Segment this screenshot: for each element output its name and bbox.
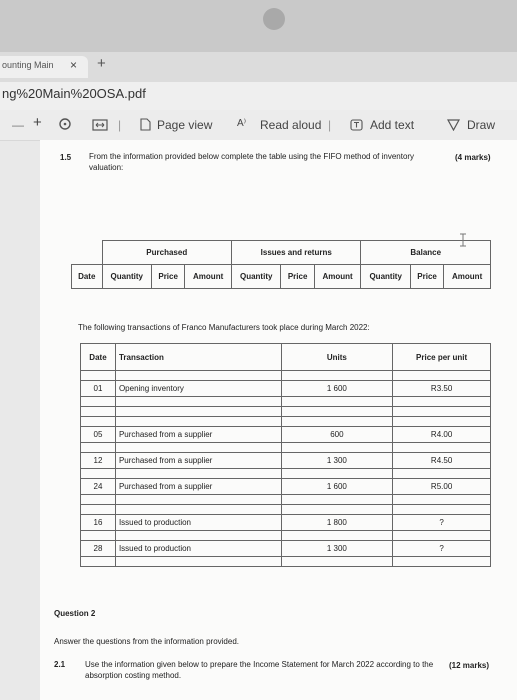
tx-header-date: Date <box>81 344 116 371</box>
fifo-group-header: Purchased <box>102 241 231 265</box>
fifo-col-header: Quantity <box>231 265 280 289</box>
page-view-icon <box>139 118 151 136</box>
fifo-group-header: Balance <box>361 241 491 265</box>
fit-width-icon[interactable] <box>92 118 108 136</box>
tx-header-price: Price per unit <box>393 344 491 371</box>
read-aloud-button[interactable]: Read aloud <box>260 118 322 132</box>
fifo-col-header: Amount <box>314 265 361 289</box>
fifo-col-header: Amount <box>185 265 232 289</box>
transactions-intro: The following transactions of Franco Manufacturers took place during March 2022: <box>78 323 370 332</box>
question-2-1-line2: absorption costing method. <box>85 671 182 680</box>
table-row: 24 Purchased from a supplier 1 600 R5.00 <box>81 479 491 495</box>
toolbar-separator: | <box>118 118 122 132</box>
fifo-table <box>71 240 491 289</box>
question-text-line1: From the information provided below complete the table using the FIFO method of inventory <box>89 152 415 161</box>
question-2-title: Question 2 <box>54 609 96 618</box>
question-text-line2: valuation: <box>89 163 124 172</box>
add-text-button[interactable]: Add text <box>370 118 415 132</box>
tx-header-units: Units <box>281 344 393 371</box>
page-view-button[interactable]: Page view <box>157 118 213 132</box>
fifo-corner-cell <box>72 241 103 265</box>
fifo-col-header: Amount <box>444 265 491 289</box>
table-row: 12 Purchased from a supplier 1 300 R4.50 <box>81 453 491 469</box>
draw-button[interactable]: Draw <box>467 118 496 132</box>
browser-logo-icon <box>263 8 285 30</box>
transactions-table <box>80 343 491 567</box>
add-button[interactable]: + <box>33 114 42 131</box>
question-2-1-marks: (12 marks) <box>449 661 490 670</box>
table-row: 05 Purchased from a supplier 600 R4.00 <box>81 427 491 443</box>
fifo-col-header: Quantity <box>361 265 410 289</box>
draw-icon <box>447 118 460 136</box>
table-row: 28 Issued to production 1 300 ? <box>81 541 491 557</box>
tab-close-icon[interactable]: × <box>70 58 78 72</box>
question-number-1-5: 1.5 <box>60 153 72 162</box>
fifo-group-header: Issues and returns <box>231 241 360 265</box>
pdf-toolbar <box>0 110 517 141</box>
add-text-icon <box>350 118 363 136</box>
question-2-1-line1: Use the information given below to prepare the Income Statement for March 2022 according to the <box>85 660 434 669</box>
read-aloud-icon: A⁾ <box>237 118 247 129</box>
fifo-col-header: Date <box>72 265 103 289</box>
question-marks: (4 marks) <box>455 153 491 162</box>
fifo-col-header: Quantity <box>102 265 151 289</box>
table-row: 01 Opening inventory 1 600 R3.50 <box>81 381 491 397</box>
fifo-col-header: Price <box>281 265 314 289</box>
text-cursor-icon <box>459 233 467 252</box>
new-tab-button[interactable]: + <box>97 55 106 72</box>
address-text[interactable]: ng%20Main%20OSA.pdf <box>2 86 146 101</box>
tab-title: ounting Main <box>2 60 54 70</box>
toolbar-separator: | <box>328 118 332 132</box>
search-icon[interactable] <box>58 117 72 136</box>
question-number-2-1: 2.1 <box>54 660 66 669</box>
toolbar-divider: — <box>12 118 24 132</box>
window-top-bar <box>0 0 517 52</box>
question-2-intro: Answer the questions from the information provided. <box>54 637 239 646</box>
fifo-col-header: Price <box>410 265 443 289</box>
table-row: 16 Issued to production 1 800 ? <box>81 515 491 531</box>
tx-header-transaction: Transaction <box>115 344 281 371</box>
fifo-col-header: Price <box>151 265 184 289</box>
